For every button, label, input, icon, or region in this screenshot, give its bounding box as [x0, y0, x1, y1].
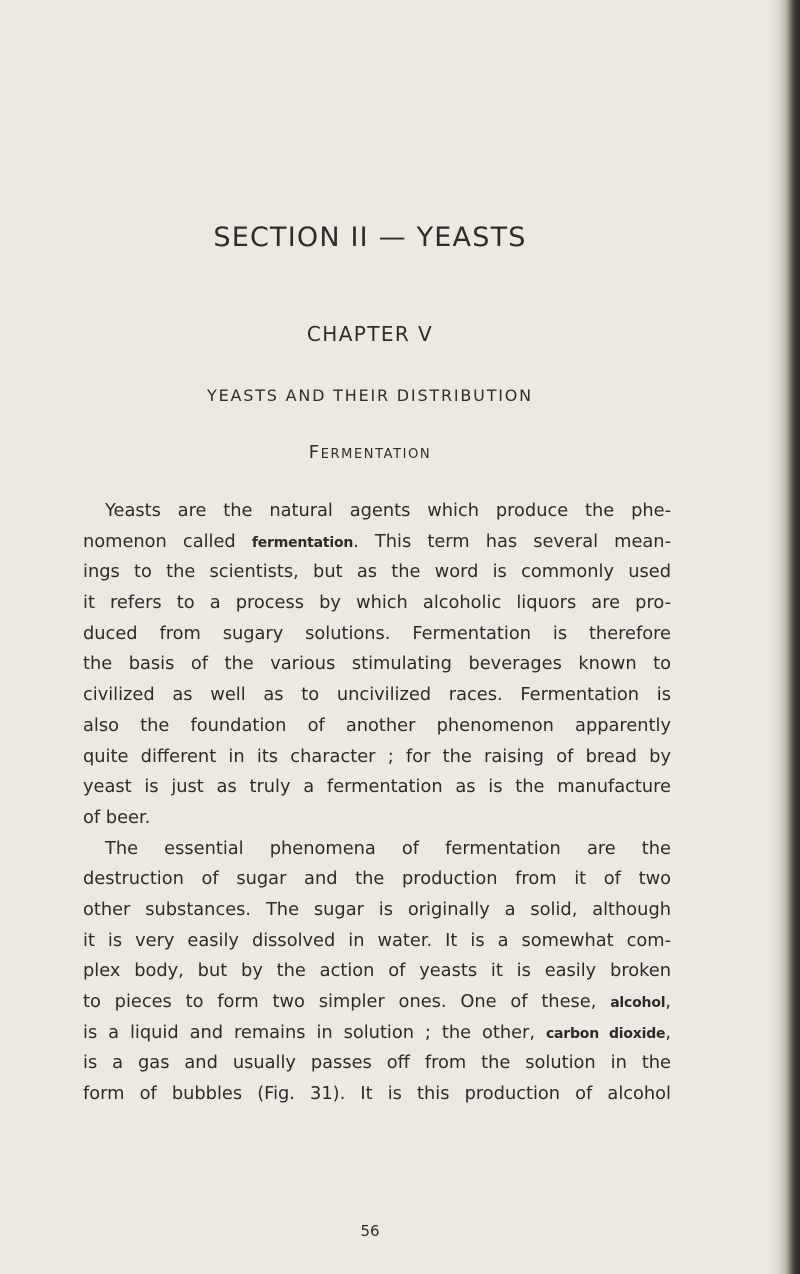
text-line: The essential phenomena of fermentation are the: [105, 837, 671, 859]
text-line: of beer.: [83, 806, 151, 828]
page-gutter-shadow: [768, 0, 780, 1274]
text-line: civilized as well as to uncivilized races. Fermentation is: [83, 684, 671, 706]
text-line: Yeasts are the natural agents which produce the phe-: [105, 500, 671, 521]
text-line: it refers to a process by which alcoholic liquors are pro-: [83, 592, 671, 614]
chapter-heading: CHAPTER V: [306, 322, 434, 346]
text-line: also the foundation of another phenomenon apparently: [83, 714, 671, 736]
text-line: quite different in its character ; for the raising of bread by: [83, 745, 671, 767]
text-line: form of bubbles (Fig. 31). It is this production of alcohol: [83, 1083, 671, 1105]
text-line: duced from sugary solutions. Fermentation is therefore: [83, 622, 671, 644]
text-line: destruction of sugar and the production from it of two: [83, 868, 671, 890]
text-line: is a gas and usually passes off from the solution in the: [83, 1052, 671, 1074]
emphasized-term: carbon dioxide: [545, 1025, 666, 1042]
text-line: the basis of the various stimulating beverages known to: [83, 653, 671, 675]
section-title: SECTION II — YEASTS: [213, 222, 527, 253]
text-line: nomenon called fermentation. This term has several mean-: [83, 530, 671, 552]
text-line: to pieces to form two simpler ones. One of these, alcohol,: [83, 991, 671, 1012]
text-line: other substances. The sugar is originally a solid, although: [83, 898, 671, 920]
emphasized-term: fermentation: [251, 534, 354, 551]
page-number: 56: [360, 1222, 380, 1240]
page-edge: [780, 0, 800, 1274]
body-text: [83, 496, 671, 1110]
text-line: is a liquid and remains in solution ; the other, carbon dioxide,: [83, 1021, 671, 1043]
section-subheading: Fermentation: [308, 442, 432, 463]
text-line: plex body, but by the action of yeasts it is easily broken: [83, 960, 671, 982]
chapter-subtitle: YEASTS AND THEIR DISTRIBUTION: [207, 386, 533, 405]
emphasized-term: alcohol: [610, 995, 666, 1011]
text-line: yeast is just as truly a fermentation as is the manufacture: [83, 776, 671, 798]
text-line: it is very easily dissolved in water. It is a somewhat com-: [83, 929, 671, 951]
text-line: ings to the scientists, but as the word is commonly used: [83, 561, 671, 583]
